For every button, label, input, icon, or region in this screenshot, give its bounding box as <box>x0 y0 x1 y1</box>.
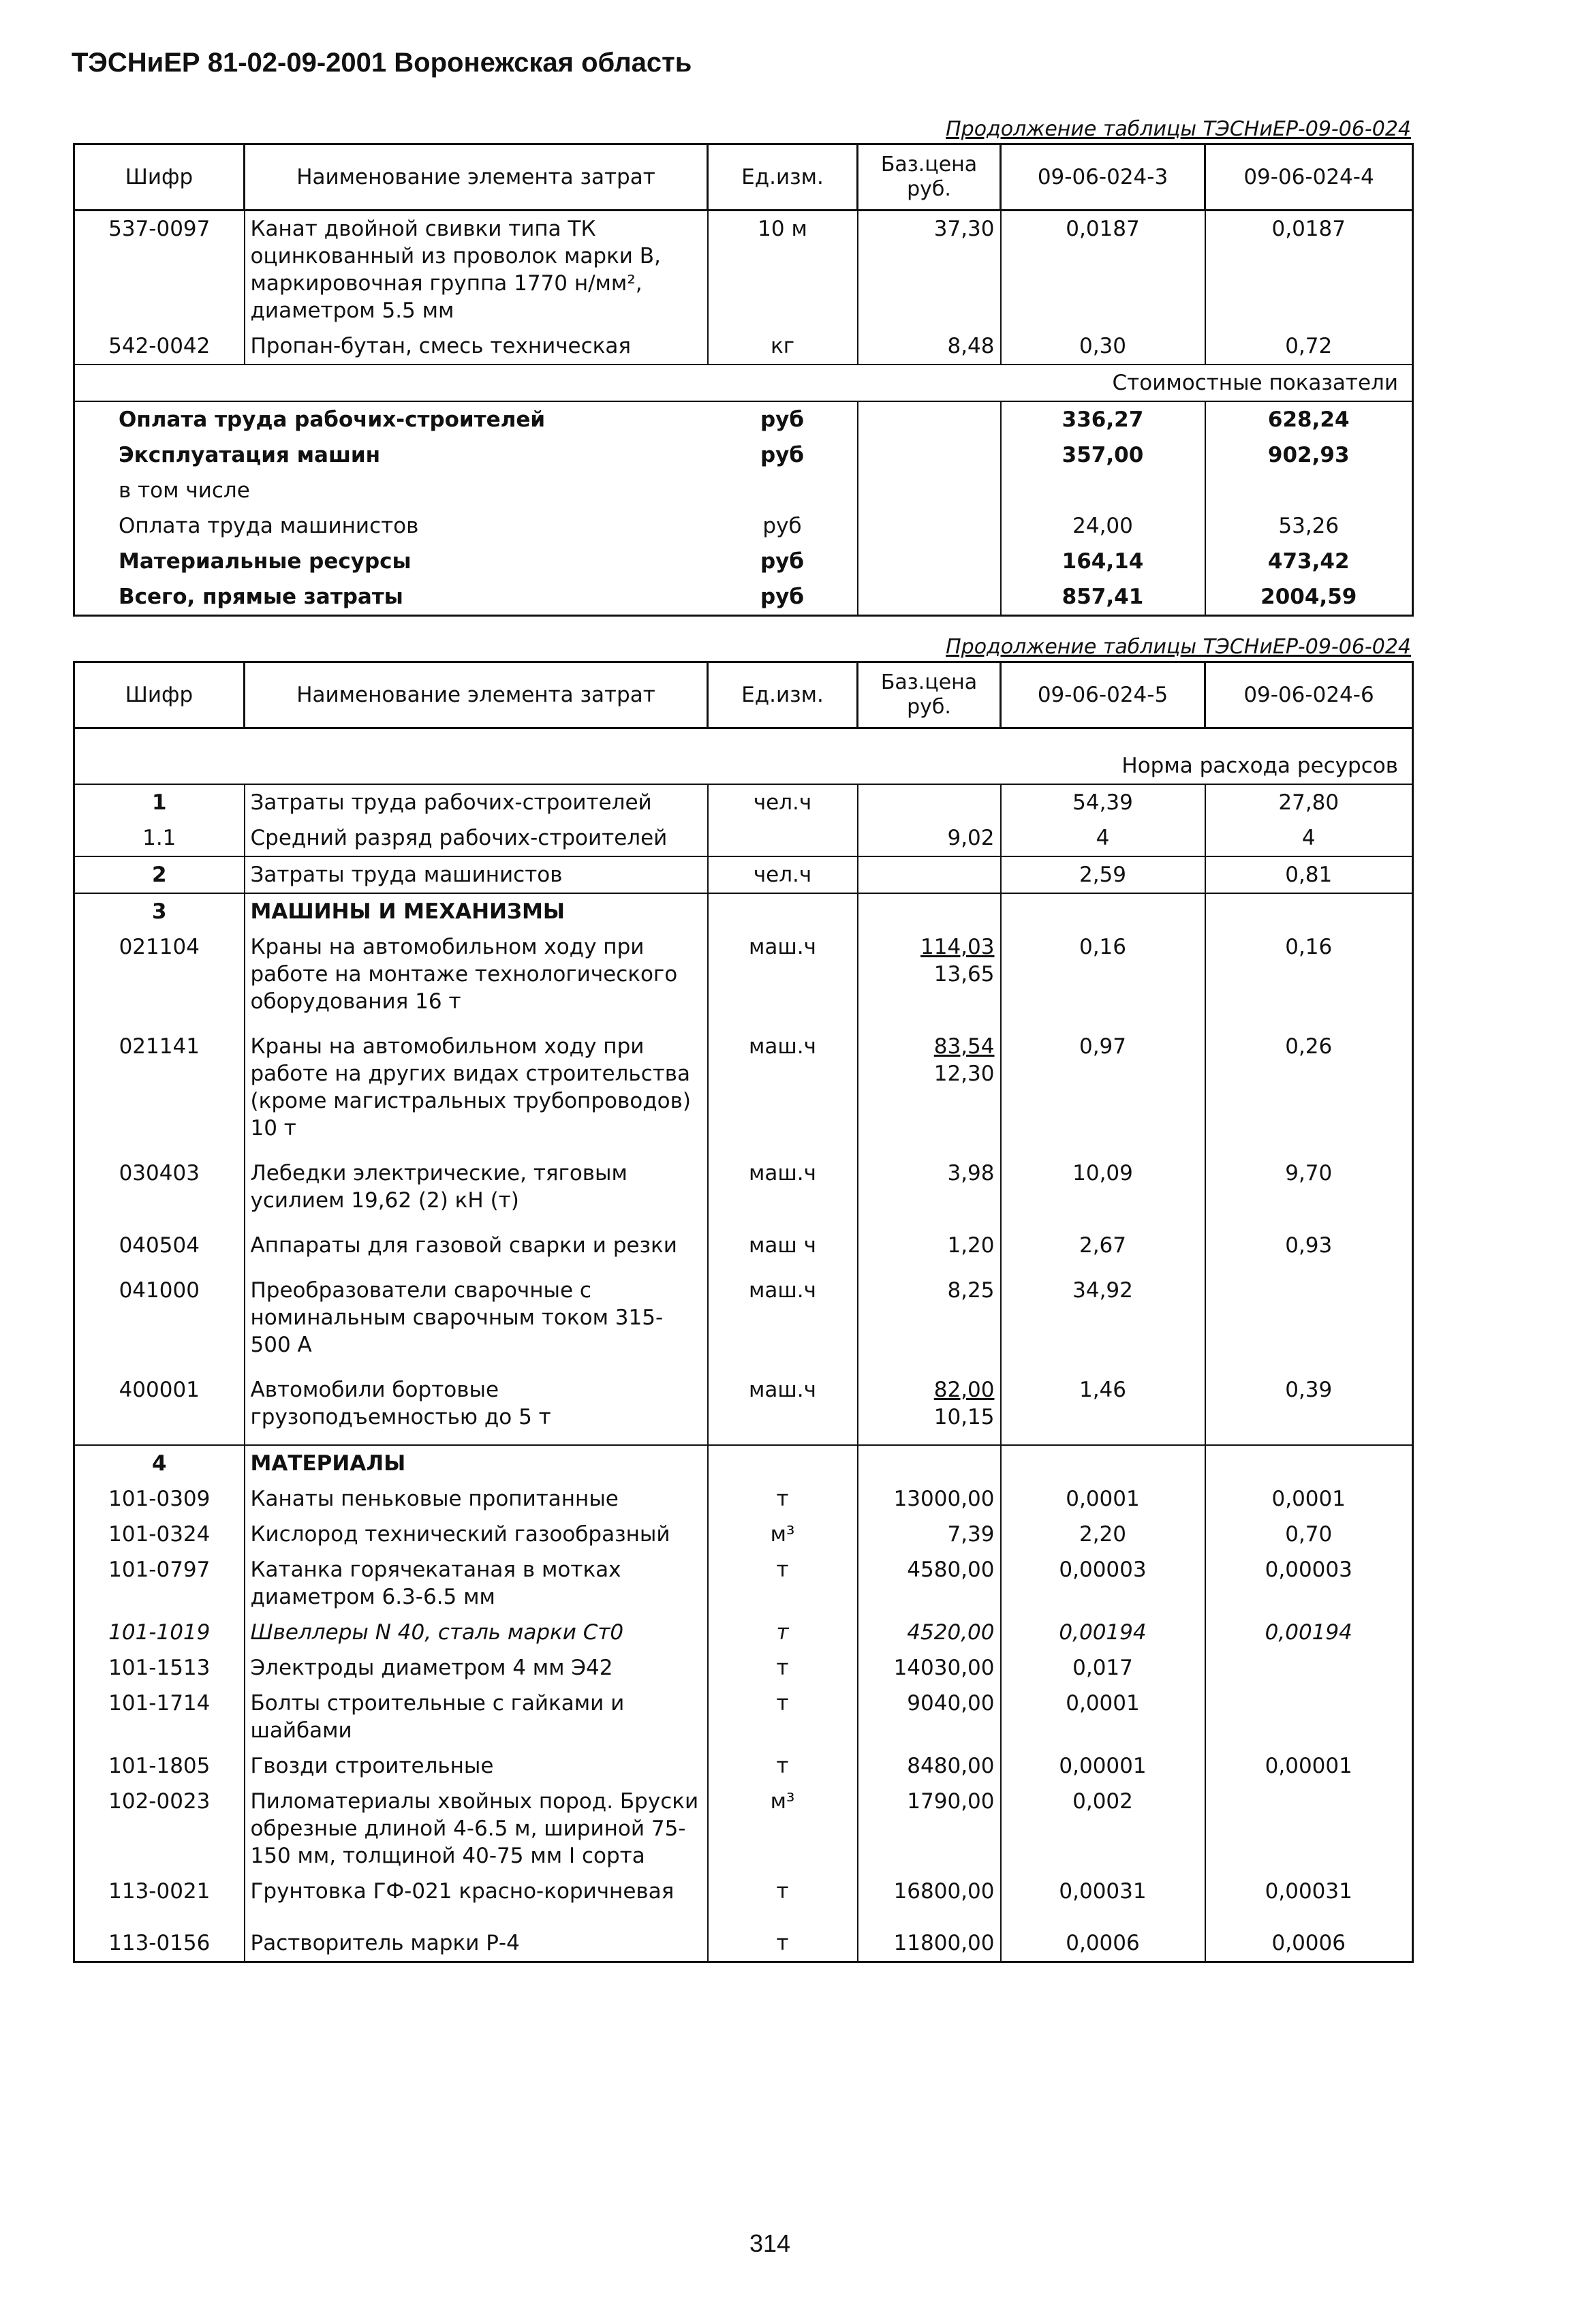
table-row <box>74 784 1413 820</box>
row-code: 537-0097 <box>74 211 245 329</box>
machine-row <box>74 1156 1413 1228</box>
row-value-col5: 0,97 <box>1001 1029 1205 1156</box>
material-row <box>74 1481 1413 1517</box>
row-price <box>858 1372 1001 1445</box>
row-unit: маш.ч <box>708 929 858 1029</box>
row-code: 542-0042 <box>74 328 245 365</box>
row-name: Пиломатериалы хвойных пород. Бруски обрезные длиной 4-6.5 м, шириной 75-150 мм, толщиной 40-75 мм I сорта <box>245 1784 708 1874</box>
summary-price <box>858 437 1001 473</box>
machine-row <box>74 1228 1413 1273</box>
row-price-value: 13000,00 <box>893 1487 995 1511</box>
material-row <box>74 1517 1413 1552</box>
row-price-salary: 13,65 <box>933 962 995 987</box>
row-value-col6: 0,00001 <box>1205 1748 1413 1784</box>
row-unit: т <box>708 1874 858 1909</box>
summary-value-col5: 164,14 <box>1001 544 1205 579</box>
section-label-norms: Норма расхода ресурсов <box>74 728 1413 785</box>
row-value-col6: 0,26 <box>1205 1029 1413 1156</box>
row-unit: т <box>708 1686 858 1748</box>
table2 <box>73 661 1414 1963</box>
row-code: 101-0309 <box>74 1481 245 1517</box>
summary-row <box>74 437 1413 473</box>
row-code: 1 <box>74 784 245 820</box>
empty-cell <box>1001 893 1205 929</box>
header-name: Наименование элемента затрат <box>245 662 708 728</box>
row-code: 113-0021 <box>74 1874 245 1909</box>
header-name: Наименование элемента затрат <box>245 144 708 211</box>
row-price-value: 4520,00 <box>907 1620 995 1645</box>
row-price-value: 4580,00 <box>907 1558 995 1582</box>
table1 <box>73 143 1414 617</box>
empty-cell <box>858 893 1001 929</box>
machines-section-row <box>74 893 1413 929</box>
summary-value-col6: 2004,59 <box>1205 579 1413 616</box>
row-unit: 10 м <box>708 211 858 329</box>
row-price <box>858 1748 1001 1784</box>
row-price-value: 9040,00 <box>907 1691 995 1716</box>
row-price-value: 82,00 <box>933 1378 995 1402</box>
row-code: 101-0797 <box>74 1552 245 1615</box>
material-row <box>74 1686 1413 1748</box>
summary-name: Оплата труда рабочих-строителей <box>74 401 708 437</box>
summary-name: Материальные ресурсы <box>74 544 708 579</box>
row-price-value: 3,98 <box>947 1161 995 1186</box>
row-price-value: 9,02 <box>947 826 995 850</box>
row-name: Швеллеры N 40, сталь марки Ст0 <box>245 1615 708 1650</box>
row-name: Пропан-бутан, смесь техническая <box>245 328 708 365</box>
row-name: Краны на автомобильном ходу при работе на монтаже технологического оборудования 16 т <box>245 929 708 1029</box>
row-value-col6: 0,16 <box>1205 929 1413 1029</box>
row-value-col5: 0,30 <box>1001 328 1205 365</box>
empty-cell <box>858 1445 1001 1481</box>
row-price <box>858 929 1001 1029</box>
row-code: 113-0156 <box>74 1909 245 1962</box>
row-price <box>858 820 1001 856</box>
row-name: Преобразователи сварочные с номинальным сварочным током 315-500 А <box>245 1273 708 1372</box>
summary-value-col6: 473,42 <box>1205 544 1413 579</box>
row-code: 102-0023 <box>74 1784 245 1874</box>
row-name: Канаты пеньковые пропитанные <box>245 1481 708 1517</box>
table-row <box>74 820 1413 856</box>
row-name: Средний разряд рабочих-строителей <box>245 820 708 856</box>
summary-price <box>858 544 1001 579</box>
summary-unit: руб <box>708 401 858 437</box>
row-price <box>858 1874 1001 1909</box>
row-unit: т <box>708 1909 858 1962</box>
row-code: 021141 <box>74 1029 245 1156</box>
material-row <box>74 1909 1413 1962</box>
section-row <box>74 365 1413 401</box>
row-unit: т <box>708 1615 858 1650</box>
row-value-col6: 0,39 <box>1205 1372 1413 1445</box>
row-code: 101-0324 <box>74 1517 245 1552</box>
row-name: Аппараты для газовой сварки и резки <box>245 1228 708 1273</box>
machine-row <box>74 1372 1413 1445</box>
row-price-value: 1790,00 <box>907 1789 995 1814</box>
summary-value-col6 <box>1205 473 1413 508</box>
summary-price <box>858 401 1001 437</box>
row-name: Лебедки электрические, тяговым усилием 19,62 (2) кН (т) <box>245 1156 708 1228</box>
row-code: 021104 <box>74 929 245 1029</box>
summary-name: в том числе <box>74 473 708 508</box>
summary-unit: руб <box>762 514 802 538</box>
row-code: 030403 <box>74 1156 245 1228</box>
row-value-col6: 0,00031 <box>1205 1874 1413 1909</box>
row-price <box>858 856 1001 893</box>
summary-price <box>858 508 1001 544</box>
row-price-value: 114,03 <box>920 935 995 959</box>
row-value-col6: 0,70 <box>1205 1517 1413 1552</box>
row-value-col5: 0,00194 <box>1001 1615 1205 1650</box>
row-price <box>858 1273 1001 1372</box>
row-code: 040504 <box>74 1228 245 1273</box>
row-value-col5: 54,39 <box>1001 784 1205 820</box>
row-name: Катанка горячекатаная в мотках диаметром 6.3-6.5 мм <box>245 1552 708 1615</box>
row-value-col6: 0,00003 <box>1205 1552 1413 1615</box>
row-value-col5: 0,16 <box>1001 929 1205 1029</box>
row-name: Краны на автомобильном ходу при работе на других видах строительства (кроме магистральных трубопроводов) 10 т <box>245 1029 708 1156</box>
table2-header-row <box>74 662 1413 728</box>
row-price <box>858 1481 1001 1517</box>
material-row <box>74 1874 1413 1909</box>
row-price <box>858 211 1001 329</box>
row-unit: маш.ч <box>708 1156 858 1228</box>
row-value-col6 <box>1205 1784 1413 1874</box>
row-value-col5: 0,0187 <box>1001 211 1205 329</box>
row-value-col6: 0,00194 <box>1205 1615 1413 1650</box>
summary-price <box>858 473 1001 508</box>
header-col6: 09-06-024-6 <box>1205 662 1413 728</box>
empty-cell <box>1205 893 1413 929</box>
section-label-cost: Стоимостные показатели <box>74 365 1413 401</box>
row-value-col5: 0,00001 <box>1001 1748 1205 1784</box>
row-name: Затраты труда машинистов <box>245 856 708 893</box>
summary-value-col6: 628,24 <box>1205 401 1413 437</box>
row-value-col6: 0,0006 <box>1205 1909 1413 1962</box>
row-value-col5: 1,46 <box>1001 1372 1205 1445</box>
summary-value-col6: 902,93 <box>1205 437 1413 473</box>
header-price: Баз.цена руб. <box>858 662 1001 728</box>
row-value-col5: 2,59 <box>1001 856 1205 893</box>
row-price-value: 16800,00 <box>893 1879 995 1904</box>
row-price-value: 83,54 <box>933 1034 995 1059</box>
table-row <box>74 211 1413 329</box>
row-value-col6: 4 <box>1205 820 1413 856</box>
summary-unit: руб <box>708 579 858 616</box>
row-value-col6 <box>1205 1273 1413 1372</box>
row-unit: м³ <box>708 1517 858 1552</box>
row-value-col6 <box>1205 1686 1413 1748</box>
machine-row <box>74 1029 1413 1156</box>
summary-value-col5: 357,00 <box>1001 437 1205 473</box>
summary-value-col5 <box>1001 473 1205 508</box>
section-title: МАТЕРИАЛЫ <box>245 1445 708 1481</box>
row-code: 101-1714 <box>74 1686 245 1748</box>
table1-header-row <box>74 144 1413 211</box>
row-price-salary: 12,30 <box>933 1062 995 1086</box>
row-value-col5: 0,0006 <box>1001 1909 1205 1962</box>
section-code: 3 <box>74 893 245 929</box>
row-value-col5: 0,017 <box>1001 1650 1205 1686</box>
row-value-col6: 9,70 <box>1205 1156 1413 1228</box>
header-col5: 09-06-024-3 <box>1001 144 1205 211</box>
table-row <box>74 328 1413 365</box>
row-name: Растворитель марки Р-4 <box>245 1909 708 1962</box>
row-code: 400001 <box>74 1372 245 1445</box>
row-code: 101-1019 <box>74 1615 245 1650</box>
row-unit: чел.ч <box>708 856 858 893</box>
section-title: МАШИНЫ И МЕХАНИЗМЫ <box>245 893 708 929</box>
summary-name: Всего, прямые затраты <box>74 579 708 616</box>
row-value-col5: 0,0001 <box>1001 1686 1205 1748</box>
summary-row <box>74 401 1413 437</box>
row-unit: чел.ч <box>708 784 858 820</box>
summary-value-col5: 336,27 <box>1001 401 1205 437</box>
row-name: Автомобили бортовые грузоподъемностью до 5 т <box>245 1372 708 1445</box>
row-price <box>858 328 1001 365</box>
row-value-col5: 4 <box>1001 820 1205 856</box>
row-name: Болты строительные с гайками и шайбами <box>245 1686 708 1748</box>
summary-price <box>858 579 1001 616</box>
materials-section-row <box>74 1445 1413 1481</box>
row-unit: м³ <box>708 1784 858 1874</box>
row-price <box>858 1650 1001 1686</box>
row-unit: маш ч <box>708 1228 858 1273</box>
summary-row <box>74 473 1413 508</box>
row-price-value: 7,39 <box>947 1522 995 1547</box>
row-price <box>858 1552 1001 1615</box>
row-code: 101-1805 <box>74 1748 245 1784</box>
row-value-col5: 2,67 <box>1001 1228 1205 1273</box>
row-price-value: 37,30 <box>933 217 995 241</box>
row-unit: маш.ч <box>708 1273 858 1372</box>
row-code: 1.1 <box>74 820 245 856</box>
summary-row <box>74 544 1413 579</box>
row-price-value: 8480,00 <box>907 1754 995 1778</box>
row-code: 2 <box>74 856 245 893</box>
row-value-col5: 0,00003 <box>1001 1552 1205 1615</box>
material-row <box>74 1650 1413 1686</box>
table2-continuation-label: Продолжение таблицы ТЭСНиЕР-09-06-024 <box>946 635 1411 659</box>
row-price-value: 1,20 <box>947 1233 995 1258</box>
material-row <box>74 1552 1413 1615</box>
row-price <box>858 1029 1001 1156</box>
summary-value-col5: 857,41 <box>1001 579 1205 616</box>
row-name: Гвозди строительные <box>245 1748 708 1784</box>
row-value-col5: 0,00031 <box>1001 1874 1205 1909</box>
row-name: Электроды диаметром 4 мм Э42 <box>245 1650 708 1686</box>
row-unit: т <box>708 1748 858 1784</box>
header-unit: Ед.изм. <box>708 144 858 211</box>
row-code: 041000 <box>74 1273 245 1372</box>
row-value-col6: 27,80 <box>1205 784 1413 820</box>
row-price-salary: 10,15 <box>933 1405 995 1429</box>
summary-name: Оплата труда машинистов <box>74 508 708 544</box>
table1-continuation-label: Продолжение таблицы ТЭСНиЕР-09-06-024 <box>946 117 1411 141</box>
row-price <box>858 1686 1001 1748</box>
row-value-col5: 0,002 <box>1001 1784 1205 1874</box>
row-name: Затраты труда рабочих-строителей <box>245 784 708 820</box>
machine-row <box>74 929 1413 1029</box>
row-unit <box>708 820 858 856</box>
row-value-col5: 10,09 <box>1001 1156 1205 1228</box>
row-unit: маш.ч <box>708 1372 858 1445</box>
row-code: 101-1513 <box>74 1650 245 1686</box>
row-value-col6 <box>1205 1650 1413 1686</box>
summary-row <box>74 579 1413 616</box>
row-price <box>858 1156 1001 1228</box>
row-name: Кислород технический газообразный <box>245 1517 708 1552</box>
row-price <box>858 1909 1001 1962</box>
material-row <box>74 1748 1413 1784</box>
row-value-col6: 0,72 <box>1205 328 1413 365</box>
row-unit: маш.ч <box>708 1029 858 1156</box>
row-value-col6: 0,81 <box>1205 856 1413 893</box>
row-value-col6: 0,0187 <box>1205 211 1413 329</box>
summary-unit: руб <box>760 549 805 574</box>
row-price-value: 8,25 <box>947 1278 995 1303</box>
row-value-col5: 2,20 <box>1001 1517 1205 1552</box>
header-code: Шифр <box>74 144 245 211</box>
page-title: ТЭСНиЕР 81-02-09-2001 Воронежская область <box>72 48 692 78</box>
page-number: 314 <box>749 2229 791 2257</box>
row-price-value: 8,48 <box>947 334 995 358</box>
row-value-col6: 0,0001 <box>1205 1481 1413 1517</box>
material-row <box>74 1784 1413 1874</box>
summary-row <box>74 508 1413 544</box>
row-price-value: 14030,00 <box>893 1656 995 1680</box>
empty-cell <box>1205 1445 1413 1481</box>
empty-cell <box>708 893 858 929</box>
summary-unit: руб <box>760 443 805 467</box>
table-row <box>74 856 1413 893</box>
row-price <box>858 1228 1001 1273</box>
empty-cell <box>708 1445 858 1481</box>
row-unit: т <box>708 1552 858 1615</box>
row-value-col5: 34,92 <box>1001 1273 1205 1372</box>
header-col6: 09-06-024-4 <box>1205 144 1413 211</box>
section-row <box>74 728 1413 785</box>
summary-unit <box>708 473 858 508</box>
header-col5: 09-06-024-5 <box>1001 662 1205 728</box>
row-unit: т <box>708 1481 858 1517</box>
material-row <box>74 1615 1413 1650</box>
summary-value-col5: 24,00 <box>1001 508 1205 544</box>
row-price <box>858 1517 1001 1552</box>
row-name: Грунтовка ГФ-021 красно-коричневая <box>245 1874 708 1909</box>
row-price <box>858 1615 1001 1650</box>
header-code: Шифр <box>74 662 245 728</box>
machine-row <box>74 1273 1413 1372</box>
row-unit: кг <box>708 328 858 365</box>
row-price <box>858 1784 1001 1874</box>
summary-name: Эксплуатация машин <box>74 437 708 473</box>
header-price: Баз.цена руб. <box>858 144 1001 211</box>
row-unit: т <box>708 1650 858 1686</box>
row-price-value: 11800,00 <box>893 1931 995 1955</box>
header-unit: Ед.изм. <box>708 662 858 728</box>
section-code: 4 <box>74 1445 245 1481</box>
row-value-col5: 0,0001 <box>1001 1481 1205 1517</box>
summary-value-col6: 53,26 <box>1205 508 1413 544</box>
row-name: Канат двойной свивки типа ТК оцинкованный из проволок марки В, маркировочная группа 1770 н/мм², диаметром 5.5 мм <box>245 211 708 329</box>
empty-cell <box>1001 1445 1205 1481</box>
row-value-col6: 0,93 <box>1205 1228 1413 1273</box>
row-price <box>858 784 1001 820</box>
